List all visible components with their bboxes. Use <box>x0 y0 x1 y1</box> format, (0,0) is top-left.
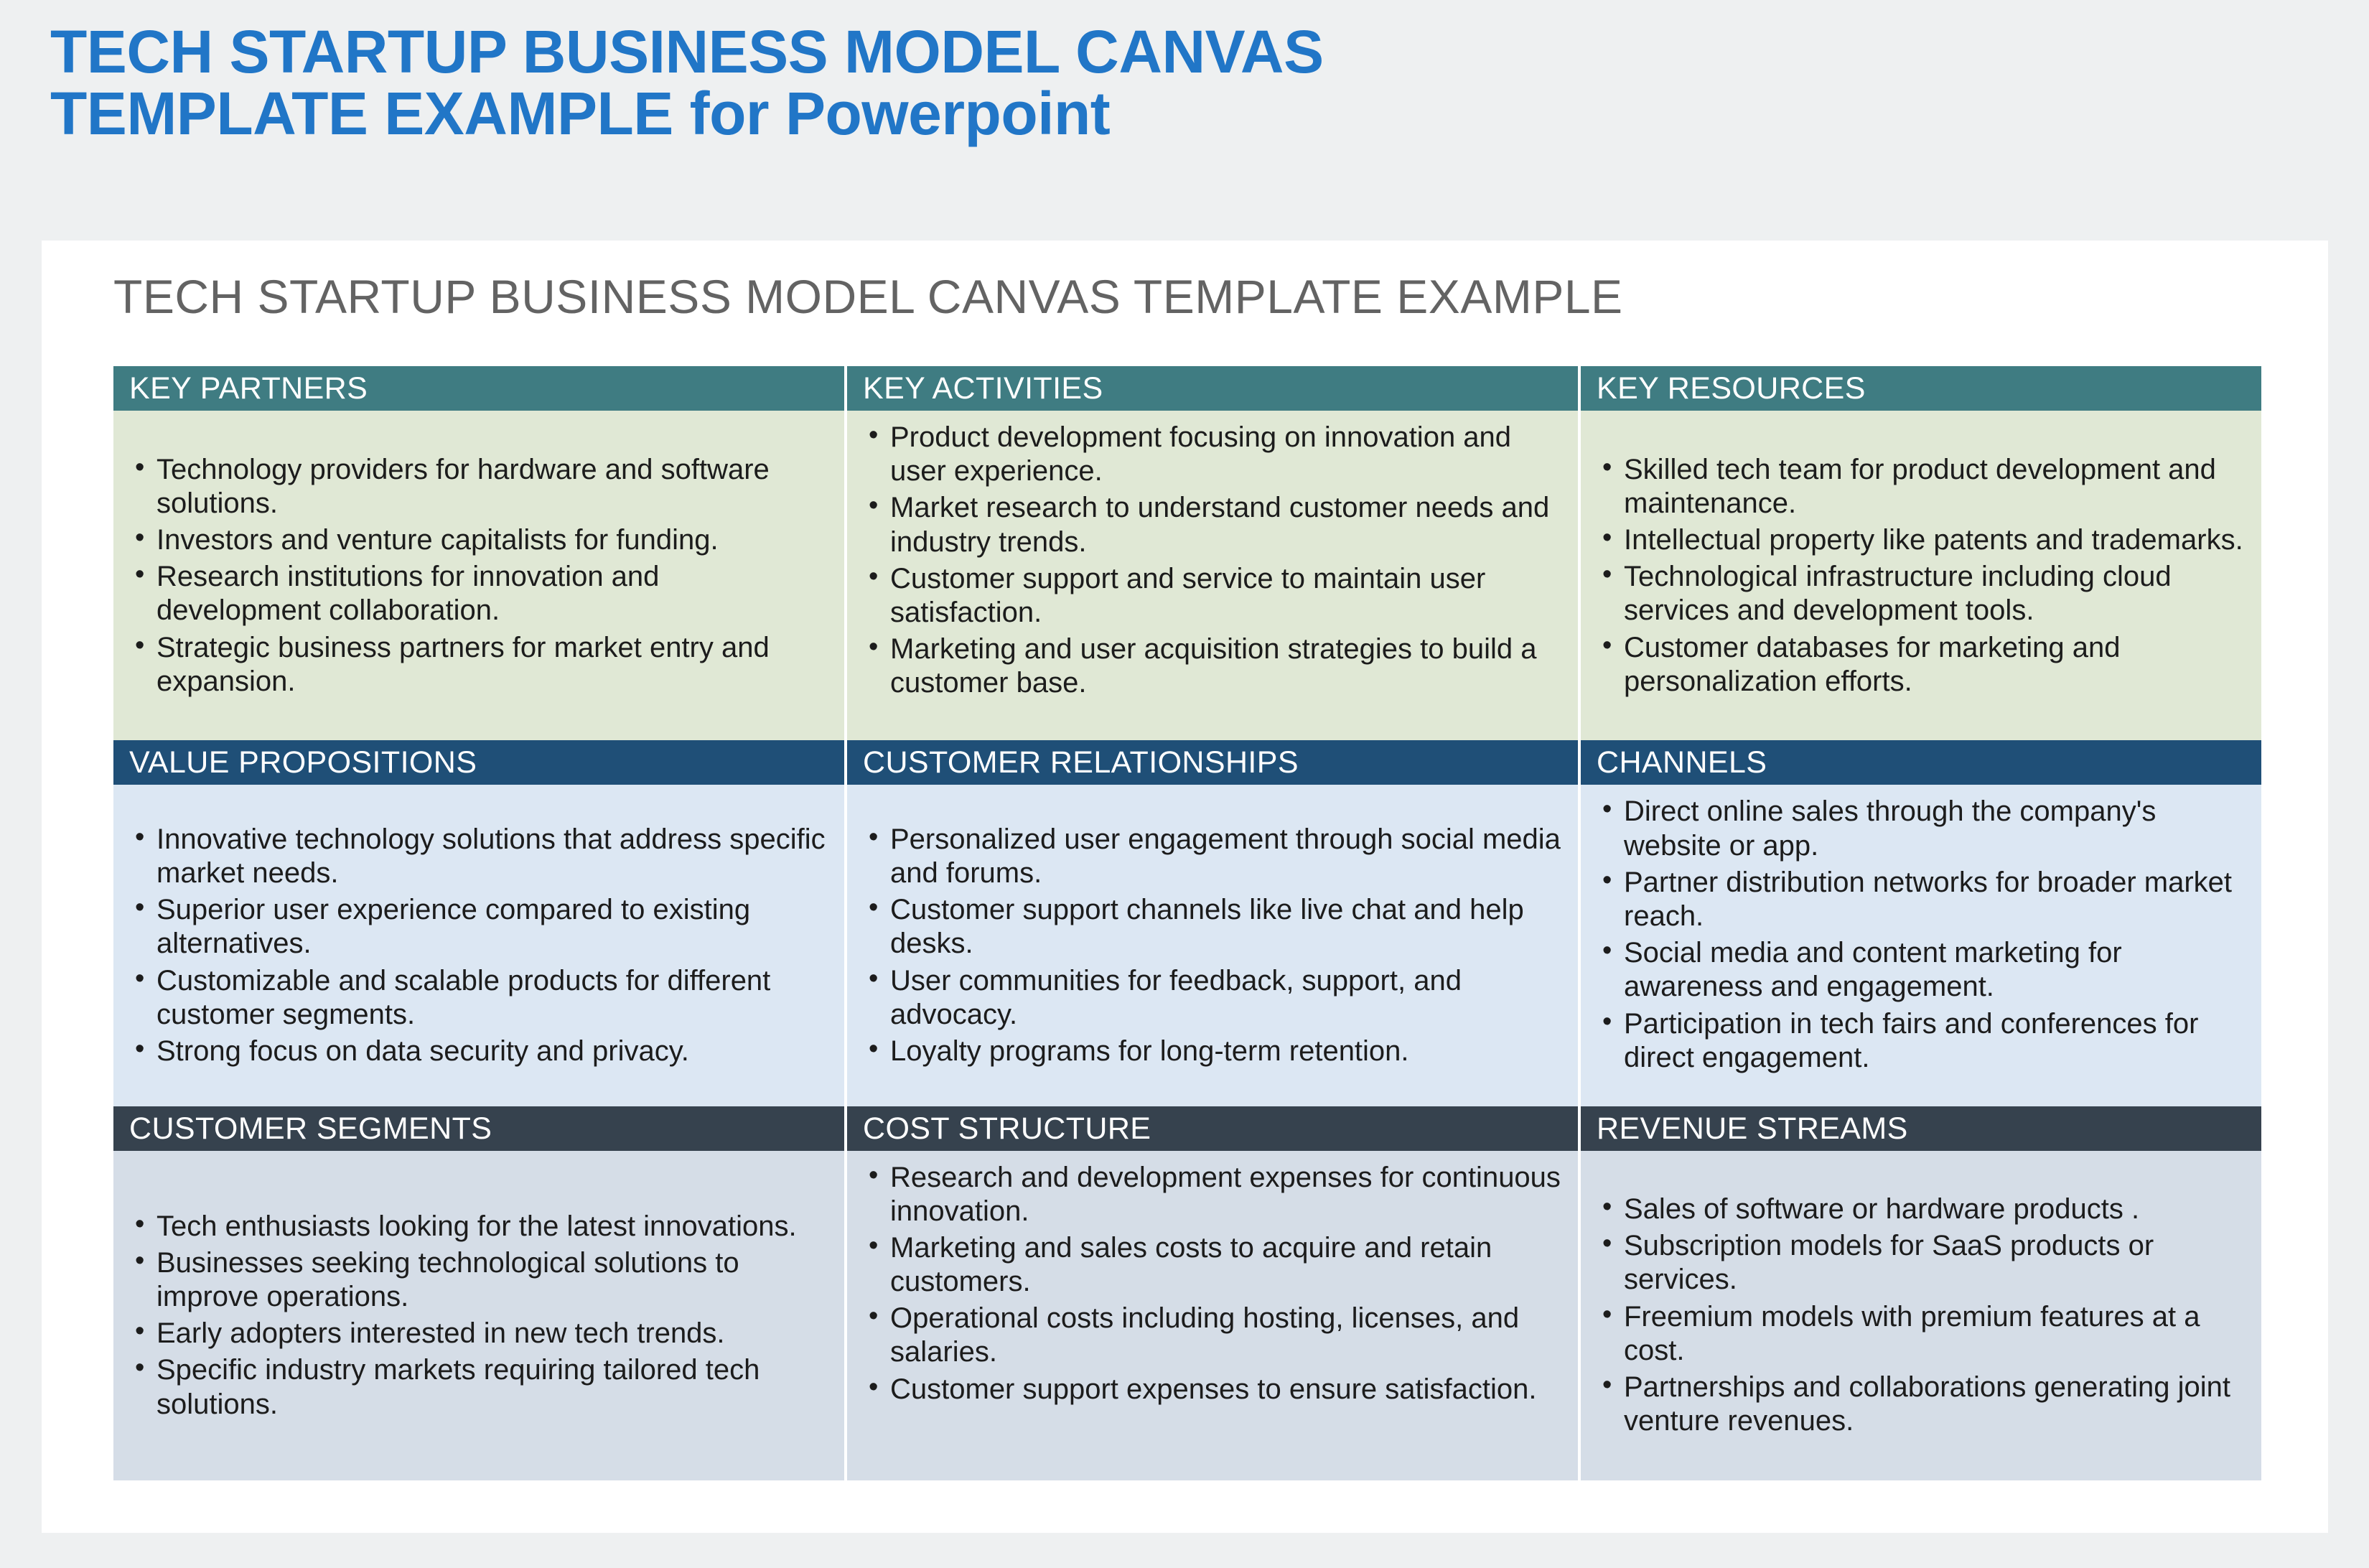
list-item: • Partner distribution networks for broader market reach. <box>1594 866 2248 933</box>
page-title-line2: TEMPLATE EXAMPLE for Powerpoint <box>50 79 1111 147</box>
block-key-activities[interactable] <box>847 366 1581 740</box>
block-key-partners-body <box>113 411 844 740</box>
block-cost-structure-list <box>860 1161 1565 1406</box>
block-customer-relationships[interactable] <box>847 740 1581 1106</box>
list-item: • Research and development expenses for continuous innovation. <box>860 1161 1565 1228</box>
list-item: • Subscription models for SaaS products or services. <box>1594 1229 2248 1297</box>
list-item: • Specific industry markets requiring tailored tech solutions. <box>126 1353 831 1421</box>
block-customer-relationships-title: CUSTOMER RELATIONSHIPS <box>847 740 1578 785</box>
list-item: • Personalized user engagement through social media and forums. <box>860 823 1565 890</box>
list-item: • Product development focusing on innovation and user experience. <box>860 421 1565 488</box>
block-value-propositions-body <box>113 785 844 1106</box>
block-key-activities-body <box>847 411 1578 740</box>
block-customer-segments[interactable] <box>113 1106 847 1480</box>
block-key-partners[interactable] <box>113 366 847 740</box>
list-item: • Technology providers for hardware and software solutions. <box>126 453 831 521</box>
list-item: • Direct online sales through the company's website or app. <box>1594 795 2248 862</box>
list-item: • Intellectual property like patents and trademarks. <box>1594 523 2248 557</box>
list-item: • Customer databases for marketing and personalization efforts. <box>1594 631 2248 699</box>
list-item: • Skilled tech team for product development and maintenance. <box>1594 453 2248 521</box>
block-value-propositions[interactable] <box>113 740 847 1106</box>
block-customer-relationships-body <box>847 785 1578 1106</box>
block-channels[interactable] <box>1581 740 2261 1106</box>
list-item: • Customizable and scalable products for different customer segments. <box>126 964 831 1032</box>
list-item: • Customer support and service to maintain user satisfaction. <box>860 562 1565 630</box>
list-item: • Investors and venture capitalists for funding. <box>126 523 831 557</box>
list-item: • Customer support expenses to ensure satisfaction. <box>860 1373 1565 1406</box>
block-key-partners-title: KEY PARTNERS <box>113 366 844 411</box>
canvas-row-2 <box>113 740 2261 1106</box>
list-item: • Social media and content marketing for awareness and engagement. <box>1594 936 2248 1004</box>
list-item: • Market research to understand customer needs and industry trends. <box>860 491 1565 559</box>
block-key-resources-body <box>1581 411 2261 740</box>
block-key-activities-list <box>860 421 1565 701</box>
block-channels-body <box>1581 785 2261 1106</box>
block-customer-relationships-list <box>860 823 1565 1071</box>
block-value-propositions-list <box>126 823 831 1071</box>
list-item: • Innovative technology solutions that address specific market needs. <box>126 823 831 890</box>
list-item: • Research institutions for innovation and development collaboration. <box>126 560 831 627</box>
block-key-resources[interactable] <box>1581 366 2261 740</box>
block-customer-segments-list <box>126 1210 831 1424</box>
list-item: • Partnerships and collaborations generating joint venture revenues. <box>1594 1371 2248 1438</box>
list-item: • Operational costs including hosting, licenses, and salaries. <box>860 1302 1565 1369</box>
block-channels-list <box>1594 795 2248 1075</box>
list-item: • User communities for feedback, support, and advocacy. <box>860 964 1565 1032</box>
block-cost-structure-body <box>847 1151 1578 1480</box>
list-item: • Participation in tech fairs and conferences for direct engagement. <box>1594 1007 2248 1075</box>
block-revenue-streams-body <box>1581 1151 2261 1480</box>
list-item: • Strong focus on data security and privacy. <box>126 1035 831 1068</box>
list-item: • Strategic business partners for market entry and expansion. <box>126 631 831 699</box>
list-item: • Sales of software or hardware products . <box>1594 1193 2248 1226</box>
block-key-resources-list <box>1594 453 2248 701</box>
list-item: • Tech enthusiasts looking for the latest innovations. <box>126 1210 831 1243</box>
block-key-resources-title: KEY RESOURCES <box>1581 366 2261 411</box>
list-item: • Freemium models with premium features at a cost. <box>1594 1300 2248 1368</box>
block-customer-segments-title: CUSTOMER SEGMENTS <box>113 1106 844 1151</box>
canvas-row-3 <box>113 1106 2261 1480</box>
block-revenue-streams[interactable] <box>1581 1106 2261 1480</box>
list-item: • Early adopters interested in new tech trends. <box>126 1317 831 1350</box>
block-channels-title: CHANNELS <box>1581 740 2261 785</box>
block-cost-structure-title: COST STRUCTURE <box>847 1106 1578 1151</box>
block-key-partners-list <box>126 453 831 701</box>
canvas-card <box>42 241 2328 1533</box>
page-title-line1: TECH STARTUP BUSINESS MODEL CANVAS <box>50 18 1324 85</box>
block-customer-segments-body <box>113 1151 844 1480</box>
block-revenue-streams-title: REVENUE STREAMS <box>1581 1106 2261 1151</box>
block-value-propositions-title: VALUE PROPOSITIONS <box>113 740 844 785</box>
list-item: • Marketing and sales costs to acquire and retain customers. <box>860 1231 1565 1299</box>
list-item: • Businesses seeking technological solutions to improve operations. <box>126 1246 831 1314</box>
list-item: • Technological infrastructure including cloud services and development tools. <box>1594 560 2248 627</box>
list-item: • Loyalty programs for long-term retention. <box>860 1035 1565 1068</box>
page-title <box>50 18 2276 147</box>
list-item: • Superior user experience compared to existing alternatives. <box>126 893 831 961</box>
block-revenue-streams-list <box>1594 1193 2248 1441</box>
list-item: • Marketing and user acquisition strategies to build a customer base. <box>860 633 1565 700</box>
canvas-row-1 <box>113 366 2261 740</box>
block-key-activities-title: KEY ACTIVITIES <box>847 366 1578 411</box>
business-model-canvas <box>113 366 2261 1480</box>
list-item: • Customer support channels like live chat and help desks. <box>860 893 1565 961</box>
block-cost-structure[interactable] <box>847 1106 1581 1480</box>
canvas-title: TECH STARTUP BUSINESS MODEL CANVAS TEMPLATE EXAMPLE <box>113 270 1623 323</box>
